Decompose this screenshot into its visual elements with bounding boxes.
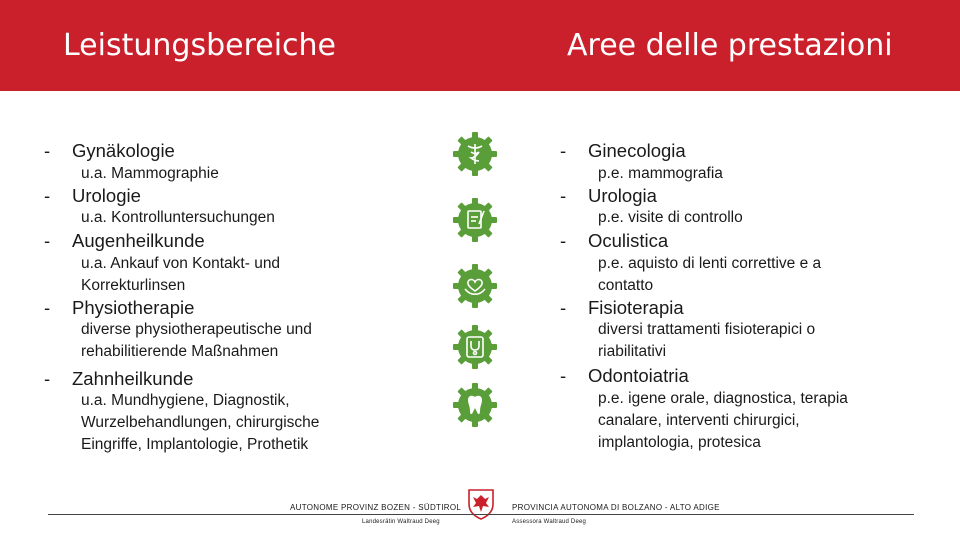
stethoscope-gear-icon (452, 324, 498, 370)
item-detail: u.a. Mundhygiene, Diagnostik, (81, 392, 290, 409)
footer-left-sub: Landesrätin Waltraud Deeg (362, 519, 440, 525)
item-detail: canalare, interventi chirurgici, (598, 412, 800, 429)
item-detail: Eingriffe, Implantologie, Prothetik (81, 436, 309, 453)
footer-divider (48, 514, 914, 515)
item-title: Gynäkologie (72, 140, 175, 161)
list-item: - Zahnheilkunde (44, 368, 194, 389)
footer-right-main: PROVINCIA AUTONOMA DI BOLZANO - ALTO ADIGE (512, 503, 720, 512)
item-title: Oculistica (588, 230, 669, 251)
item-detail: implantologia, protesica (598, 434, 761, 451)
item-detail: diverse physiotherapeutische und (81, 321, 312, 338)
list-item: - Physiotherapie (44, 297, 195, 318)
item-detail: riabilitativi (598, 343, 667, 360)
item-detail: p.e. igene orale, diagnostica, terapia (598, 390, 848, 407)
clipboard-gear-icon (452, 197, 498, 243)
list-item: - Fisioterapia (560, 297, 684, 318)
title-german: Leistungsbereiche (63, 28, 337, 63)
item-detail: Wurzelbehandlungen, chirurgische (81, 414, 320, 431)
item-detail: u.a. Ankauf von Kontakt- und (81, 255, 281, 272)
footer-right-sub: Assessora Waltraud Deeg (512, 519, 587, 525)
item-detail: u.a. Mammographie (81, 165, 219, 182)
list-item: - Gynäkologie (44, 140, 175, 161)
item-title: Urologie (72, 185, 141, 206)
item-title: Physiotherapie (72, 297, 195, 318)
tooth-gear-icon (452, 382, 498, 428)
list-item: - Urologia (560, 185, 657, 206)
item-detail: diversi trattamenti fisioterapici o (598, 321, 816, 338)
item-detail: p.e. aquisto di lenti correttive e a (598, 255, 822, 272)
item-detail: p.e. visite di controllo (598, 209, 743, 226)
caduceus-gear-icon (452, 131, 498, 177)
heart-hands-gear-icon (452, 263, 498, 309)
list-item: - Odontoiatria (560, 365, 689, 386)
footer-left-main: AUTONOME PROVINZ BOZEN - SÜDTIROL (290, 503, 462, 512)
item-title: Odontoiatria (588, 365, 689, 386)
item-detail: rehabilitierende Maßnahmen (81, 343, 279, 360)
title-italian: Aree delle prestazioni (567, 28, 893, 63)
header-bar (0, 0, 960, 91)
item-detail: Korrekturlinsen (81, 277, 186, 294)
item-title: Zahnheilkunde (72, 368, 194, 389)
item-title: Urologia (588, 185, 657, 206)
item-title: Fisioterapia (588, 297, 684, 318)
item-detail: contatto (598, 277, 654, 294)
list-item: - Augenheilkunde (44, 230, 205, 251)
item-title: Ginecologia (588, 140, 686, 161)
item-title: Augenheilkunde (72, 230, 205, 251)
item-detail: u.a. Kontrolluntersuchungen (81, 209, 275, 226)
list-item: - Urologie (44, 185, 141, 206)
coat-of-arms-logo (467, 488, 495, 520)
list-item: - Ginecologia (560, 140, 686, 161)
item-detail: p.e. mammografia (598, 165, 723, 182)
list-item: - Oculistica (560, 230, 669, 251)
